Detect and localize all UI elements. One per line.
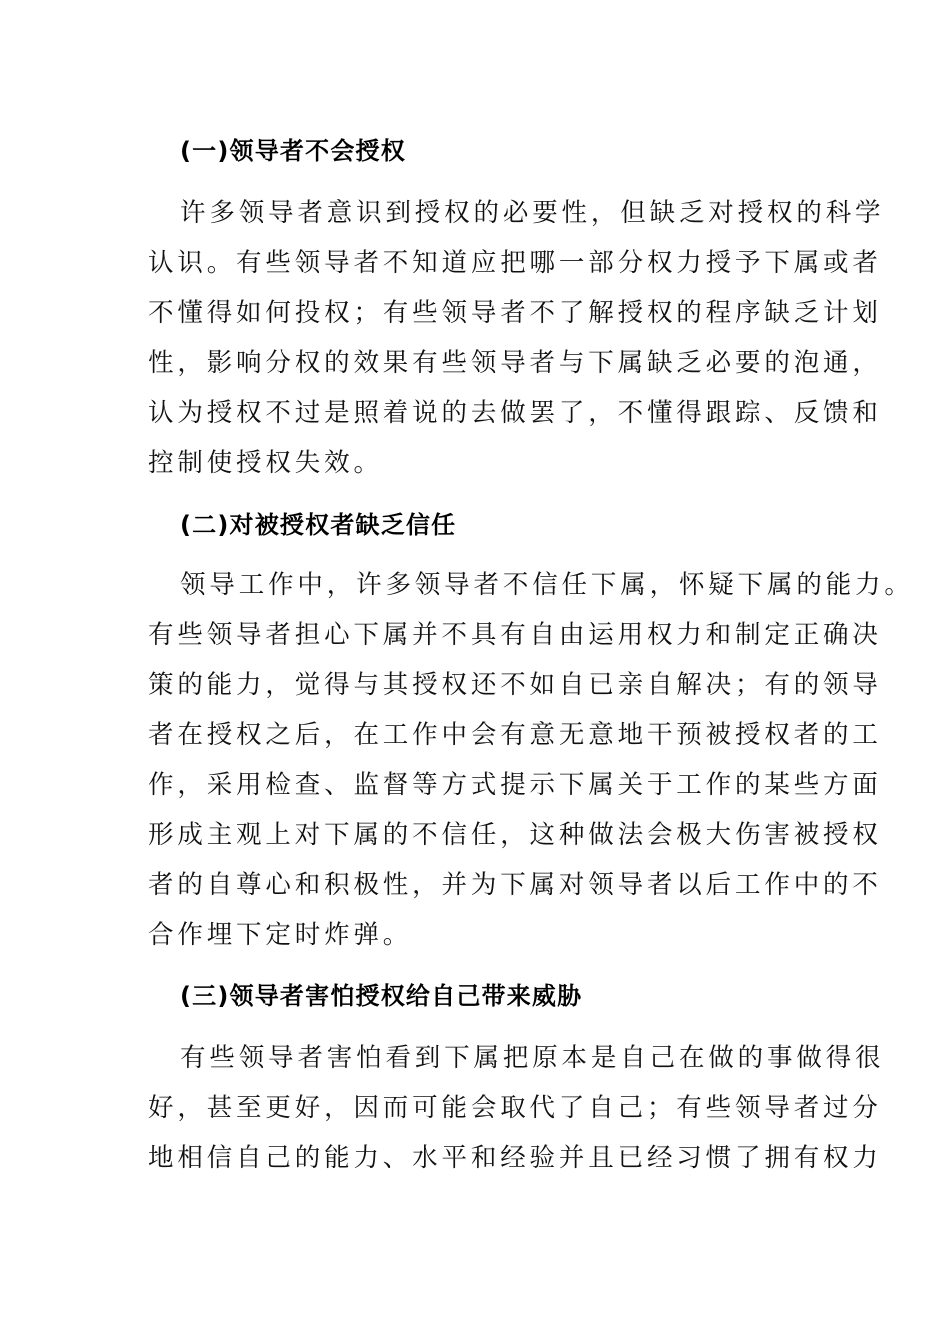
paragraph-line: 者的自尊心和积极性，并为下属对领导者以后工作中的不 bbox=[148, 870, 882, 900]
section-heading-3: (三)领导者害怕授权给自己带来威胁 bbox=[180, 982, 583, 1010]
paragraph-line: 好，甚至更好，因而可能会取代了自己；有些领导者过分 bbox=[148, 1093, 882, 1123]
paragraph-line: 形成主观上对下属的不信任，这种做法会极大伤害被授权 bbox=[148, 820, 882, 850]
paragraph-line: 控制使授权失效。 bbox=[148, 448, 383, 478]
paragraph-line: 合作埋下定时炸弹。 bbox=[148, 920, 413, 950]
paragraph-line: 不懂得如何投权；有些领导者不了解授权的程序缺乏计划 bbox=[148, 298, 882, 328]
paragraph-line: 策的能力，觉得与其授权还不如自已亲自解决；有的领导 bbox=[148, 670, 882, 700]
paragraph-line: 者在授权之后，在工作中会有意无意地干预被授权者的工 bbox=[148, 720, 882, 750]
paragraph-line: 许多领导者意识到授权的必要性，但缺乏对授权的科学 bbox=[180, 198, 885, 228]
paragraph-line: 认为授权不过是照着说的去做罢了，不懂得跟踪、反馈和 bbox=[148, 398, 882, 428]
paragraph-line: 作，采用检查、监督等方式提示下属关于工作的某些方面 bbox=[148, 770, 882, 800]
paragraph-line: 领导工作中，许多领导者不信任下属，怀疑下属的能力。 bbox=[180, 570, 914, 600]
paragraph-line: 地相信自己的能力、水平和经验并且已经习惯了拥有权力 bbox=[148, 1143, 882, 1173]
paragraph-line: 认识。有些领导者不知道应把哪一部分权力授予下属或者 bbox=[148, 248, 882, 278]
section-heading-2: (二)对被授权者缺乏信任 bbox=[180, 511, 457, 539]
paragraph-line: 性，影响分权的效果有些领导者与下属缺乏必要的泡通， bbox=[148, 348, 882, 378]
paragraph-line: 有些领导者害怕看到下属把原本是自己在做的事做得很 bbox=[180, 1043, 885, 1073]
section-heading-1: (一)领导者不会授权 bbox=[180, 137, 406, 165]
paragraph-line: 有些领导者担心下属并不具有自由运用权力和制定正确决 bbox=[148, 620, 882, 650]
